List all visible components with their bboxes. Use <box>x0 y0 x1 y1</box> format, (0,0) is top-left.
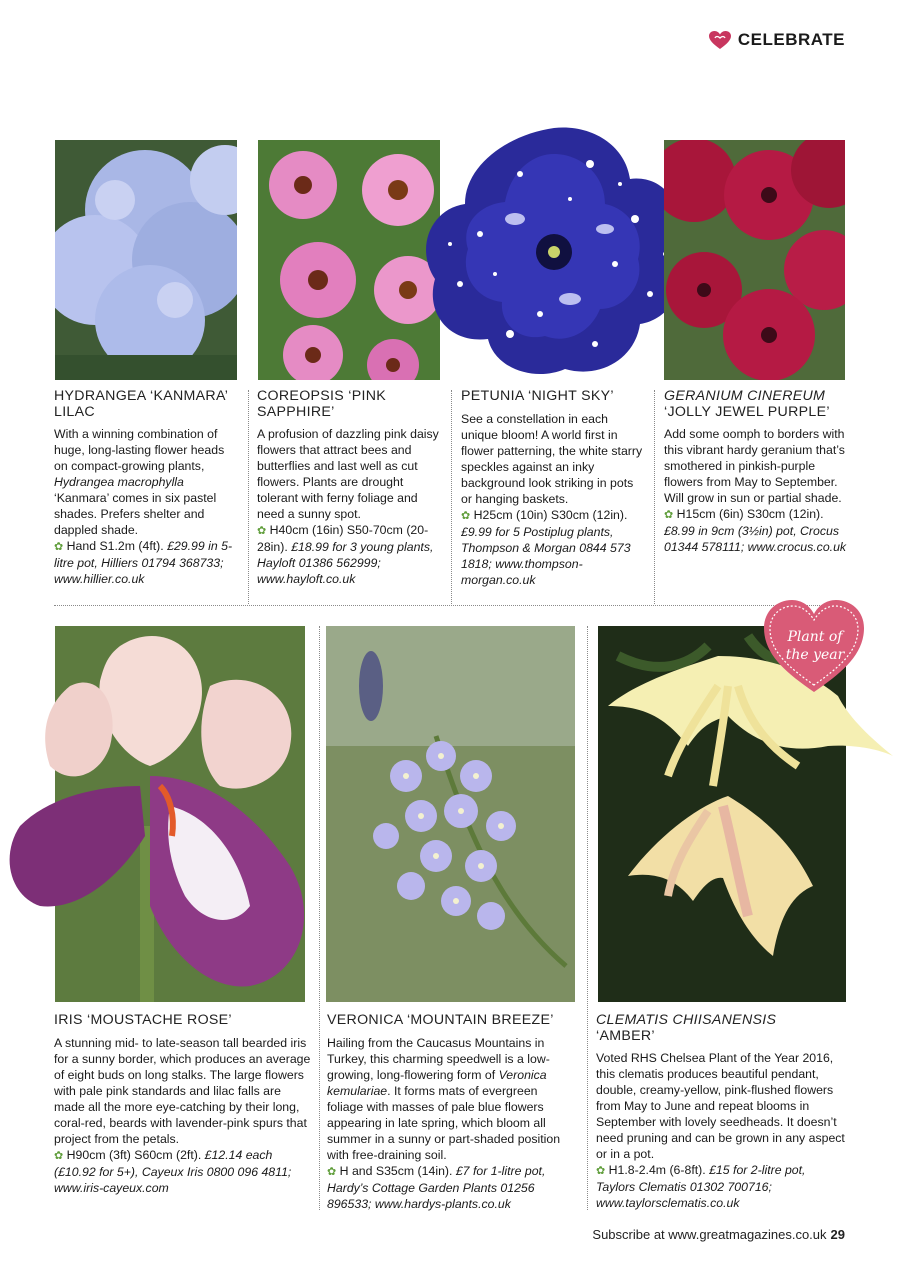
column-divider <box>451 390 452 604</box>
veronica-photo <box>326 626 575 1002</box>
entry-title: HYDRANGEA ‘KANMARA’ LILAC <box>54 388 228 420</box>
entry-details: ✿ H25cm (10in) S30cm (12in). £9.99 for 5 Postiplug plants, Thompson & Morgan 0844 573 1818; www.thompson-morgan.co.uk <box>461 507 631 587</box>
coreopsis-photo <box>258 140 440 380</box>
flower-icon: ✿ <box>461 509 471 522</box>
flower-icon: ✿ <box>54 1149 64 1162</box>
column-divider <box>587 626 588 1210</box>
column-divider <box>248 390 249 604</box>
entry-title: IRIS ‘MOUSTACHE ROSE’ <box>54 1012 232 1028</box>
entry-description: See a constellation in each unique bloom! A world first in flower patterning, the white starry speckles against an inky background look striking in pots or hanging baskets. <box>461 411 643 506</box>
entry-title: COREOPSIS ‘PINK SAPPHIRE’ <box>257 388 387 420</box>
entry-description: With a winning combination of huge, long-lasting flower heads on compact-growing plants, Hydrangea macrophylla ‘Kanmara’ comes in six pastel shades. Prefers shelter and dappled shade. <box>54 427 225 537</box>
entry-title: PETUNIA ‘NIGHT SKY’ <box>461 388 614 404</box>
entry-details: ✿ H15cm (6in) S30cm (12in). £8.99 in 9cm (3½in) pot, Crocus 01344 578111; www.crocus.co.uk <box>664 507 847 554</box>
entry-description: Hailing from the Caucasus Mountains in Turkey, this charming speedwell is a low-growing, long-flowering form of Veronica kemulariae. It forms mats of evergreen foliage with masses of pale blue flowers appearing in late spring, which bloom all summer in a sunny or part-shaded position with free-draining soil. <box>327 1035 561 1162</box>
plant-of-the-year-badge: Plant of the year <box>785 629 845 663</box>
heart-icon <box>708 30 732 50</box>
entry-details: ✿ H1.8-2.4m (6-8ft). £15 for 2-litre pot, Taylors Clematis 01302 700716; www.taylorsclematis.co.uk <box>596 1163 806 1210</box>
entry-geranium <box>664 389 850 555</box>
section-header <box>708 30 845 50</box>
entry-description: A profusion of dazzling pink daisy flowers that attract bees and butterflies and last well as cut flowers. Plants are drought tolerant with ferny foliage and need a sunny spot. <box>257 427 439 521</box>
column-divider <box>319 626 320 1210</box>
section-title: CELEBRATE <box>737 30 845 49</box>
page-number: 29 <box>830 1227 845 1242</box>
hydrangea-photo <box>55 140 237 380</box>
entry-veronica <box>327 1013 577 1212</box>
entry-description: Add some oomph to borders with this vibrant hardy geranium that’s smothered in pinkish-purple flowers from May to September. Will grow in sun or partial shade. <box>664 427 845 505</box>
row-divider <box>54 605 846 606</box>
flower-icon: ✿ <box>327 1165 337 1178</box>
entry-description: Voted RHS Chelsea Plant of the Year 2016, this clematis produces beautiful pendant, double, creamy-yellow, pink-flushed flowers from May to June and repeat blooms in September with lovely seedheads. It doesn’t need pruning and can be grown in any aspect or in a pot. <box>596 1051 845 1161</box>
subscribe-text: Subscribe at www.greatmagazines.co.uk <box>592 1227 827 1242</box>
flower-icon: ✿ <box>664 509 674 521</box>
iris-photo <box>0 626 332 1002</box>
petunia-photo <box>420 124 688 380</box>
column-divider <box>654 390 655 604</box>
entry-details: ✿ H and S35cm (14in). £7 for 1-litre pot, Hardy’s Cottage Garden Plants 01256 896533; www.hardys-plants.co.uk <box>327 1163 546 1211</box>
entry-hydrangea <box>54 389 240 587</box>
entry-title: GERANIUM CINEREUM ‘JOLLY JEWEL PURPLE’ <box>664 388 830 420</box>
flower-icon: ✿ <box>257 525 267 537</box>
geranium-photo <box>664 140 845 380</box>
entry-title: CLEMATIS CHIISANENSIS ‘AMBER’ <box>596 1012 777 1044</box>
entry-description: A stunning mid- to late-season tall bearded iris for a sunny border, which produces an average of eight buds on long stalks. The large flowers with pale pink standards and lilac falls are made all the more eye-catching by their long, coral-red, beards with lavender-pink spurs that project from the petals. <box>54 1035 311 1146</box>
entry-details: ✿ H90cm (3ft) S60cm (2ft). £12.14 each (£10.92 for 5+), Cayeux Iris 0800 096 4811; www.iris-cayeux.com <box>54 1147 292 1195</box>
page-footer <box>592 1227 845 1242</box>
entry-details: ✿ Hand S1.2m (4ft). £29.99 in 5-litre pot, Hilliers 01794 368733; www.hillier.co.uk <box>54 539 233 586</box>
entry-petunia <box>461 389 647 588</box>
entry-iris <box>54 1013 312 1196</box>
entry-title: VERONICA ‘MOUNTAIN BREEZE’ <box>327 1012 554 1028</box>
entry-clematis <box>596 1013 846 1211</box>
flower-icon: ✿ <box>54 541 64 553</box>
flower-icon: ✿ <box>596 1165 606 1177</box>
entry-details: ✿ H40cm (16in) S50-70cm (20-28in). £18.99 for 3 young plants, Hayloft 01386 562999; www.hayloft.co.uk <box>257 523 434 586</box>
entry-coreopsis <box>257 389 443 587</box>
